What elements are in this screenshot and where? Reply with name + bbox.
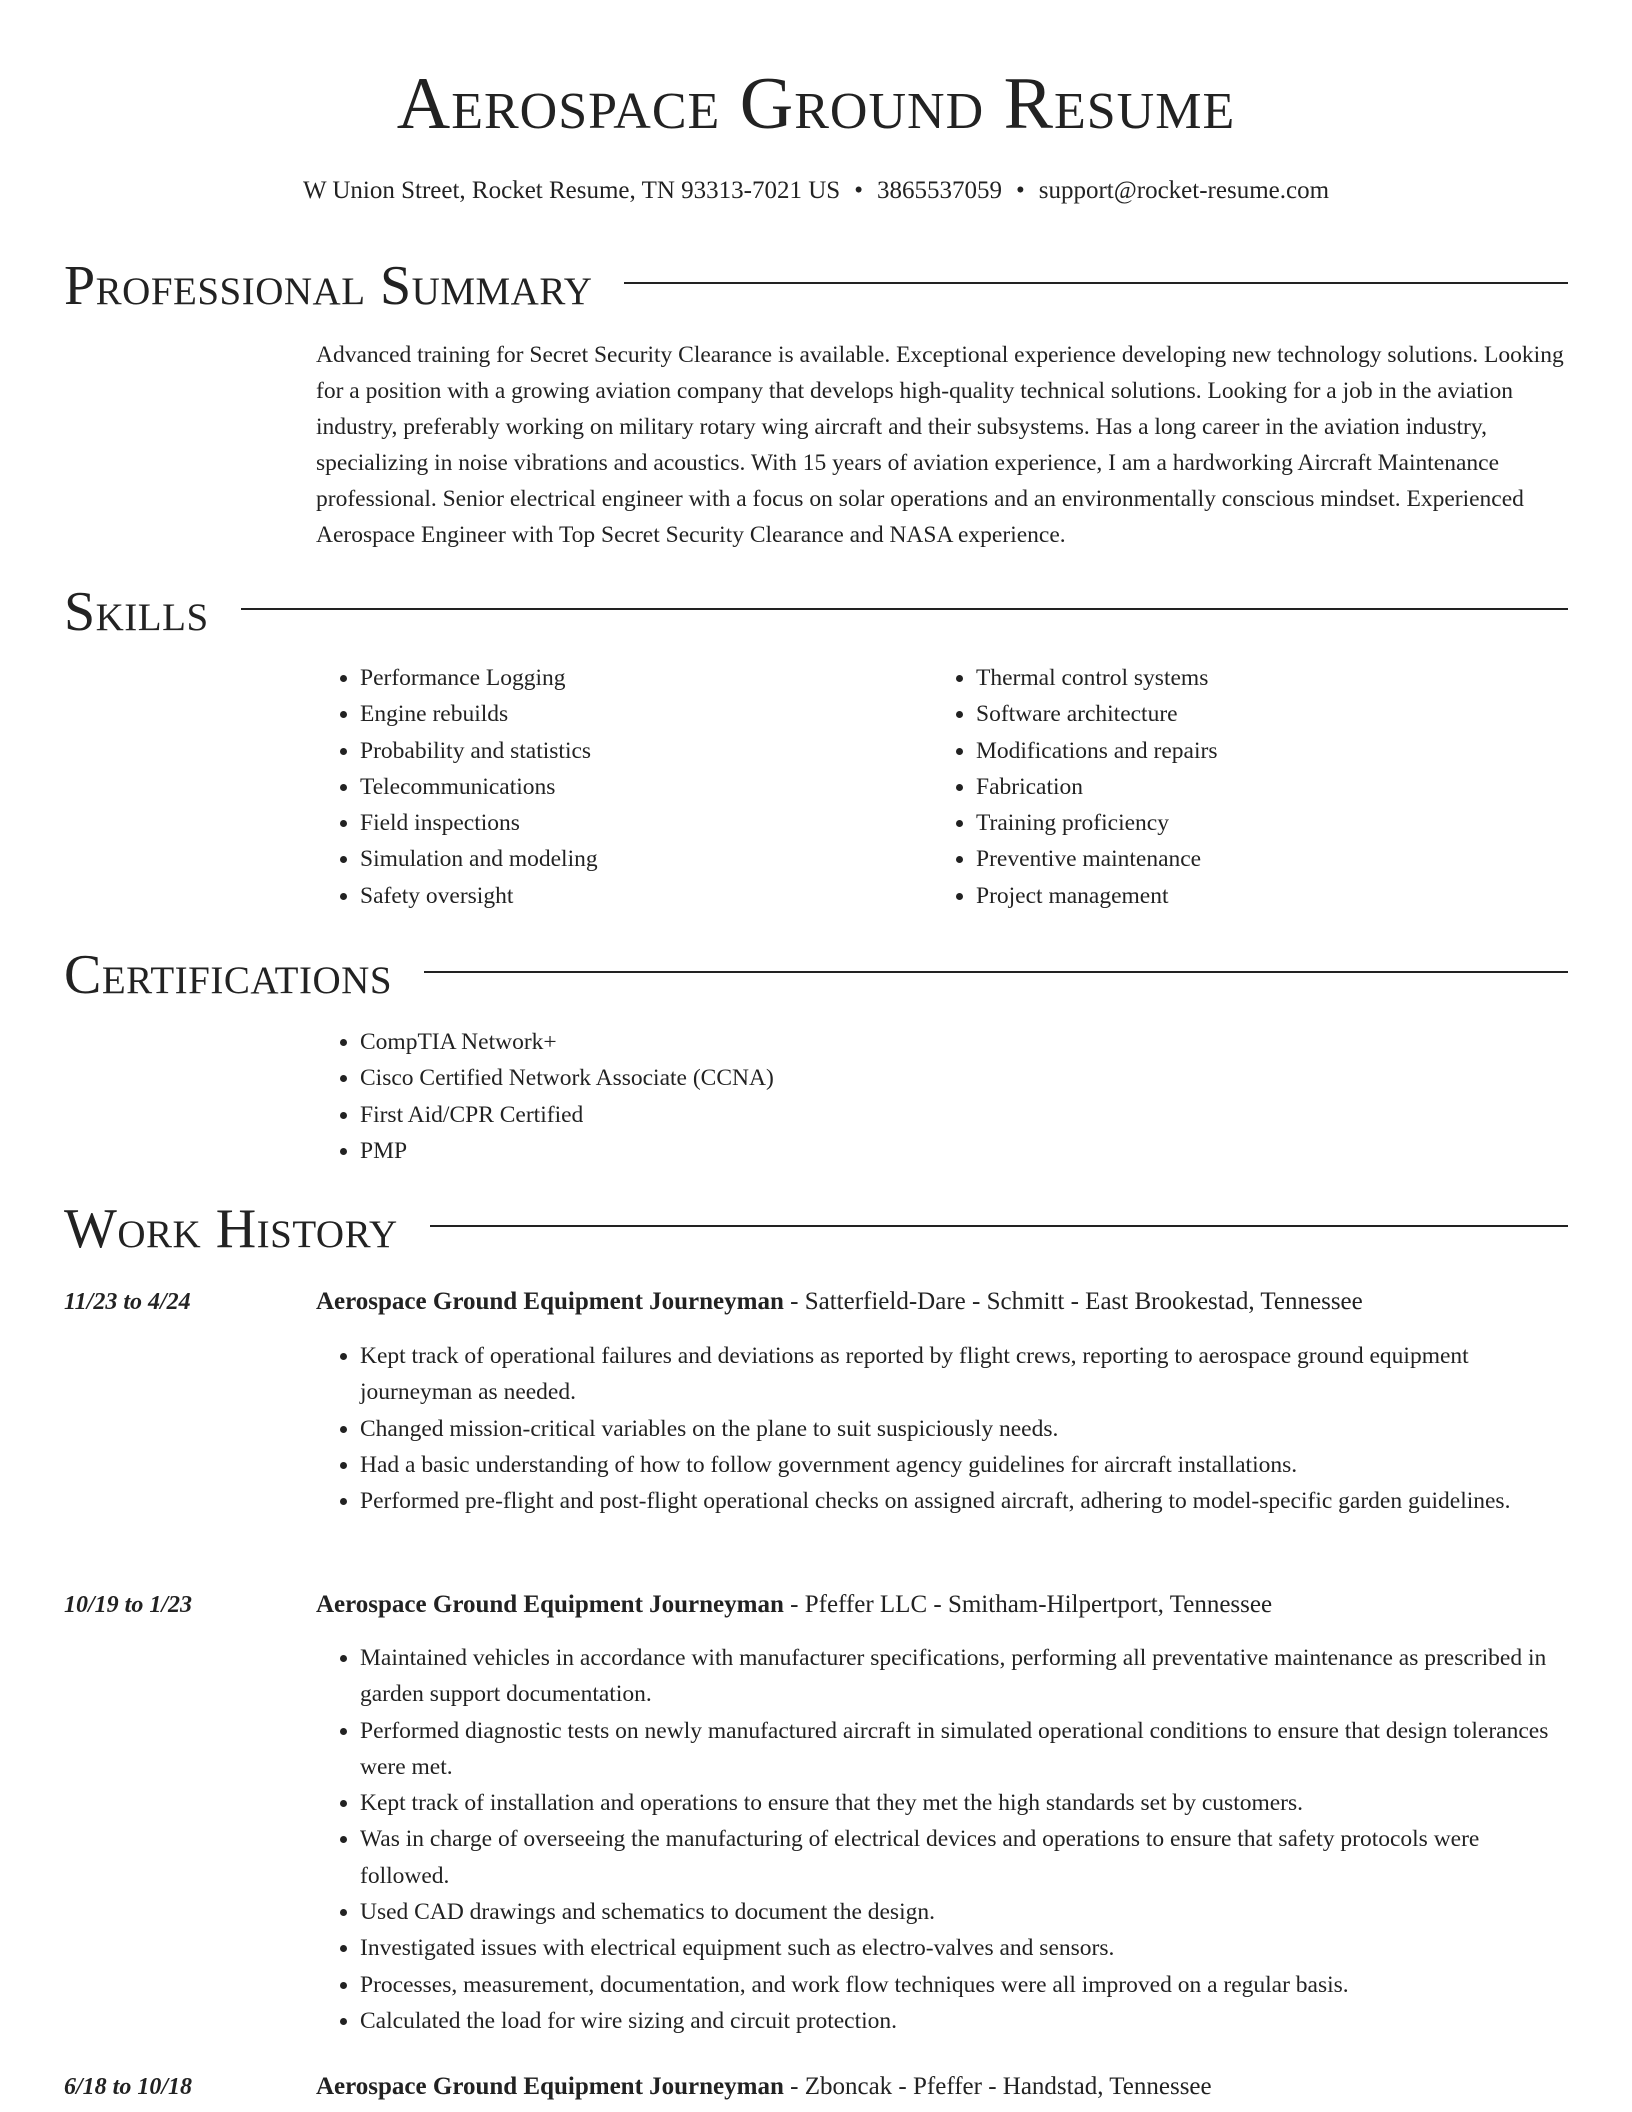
list-item: • Used CAD drawings and schematics to document the design. xyxy=(360,1894,1568,1930)
job-date: 6/18 to 10/18 xyxy=(64,2074,193,2100)
job-bullets xyxy=(316,1338,1568,1519)
list-item: • Preventive maintenance xyxy=(976,841,1492,877)
job-bullets-wrap xyxy=(316,1640,1568,2039)
list-item: • Kept track of operational failures and deviations as reported by flight crews, reporting to aerospace ground equipment journeyman as needed. xyxy=(360,1338,1568,1411)
contact-phone: 3865537059 xyxy=(876,177,1002,204)
summary-text: Advanced training for Secret Security Clearance is available. Exceptional experience developing new technology solutions. Looking for a position with a growing aviation company that develops high-quality technical solutions. Looking for a job in the aviation industry, preferably working on military rotary wing aircraft and their subsystems. Has a long career in the aviation industry, specializing in noise vibrations and acoustics. With 15 years of aviation experience, I am a hardworking Aircraft Maintenance professional. Senior electrical engineer with a focus on solar operations and an environmentally conscious mindset. Experienced Aerospace Engineer with Top Secret Security Clearance and NASA experience. xyxy=(316,342,1564,548)
resume-name: Aerospace Ground Resume xyxy=(396,63,1236,145)
job-heading xyxy=(316,1588,1568,1622)
section-divider xyxy=(241,608,1568,610)
list-item: • CompTIA Network+ xyxy=(360,1024,1516,1060)
list-item: • Safety oversight xyxy=(360,878,876,914)
list-item: • Probability and statistics xyxy=(360,733,876,769)
list-item: • Performance Logging xyxy=(360,660,876,696)
certifications-list xyxy=(316,1024,1516,1169)
list-item: • Performed diagnostic tests on newly manufactured aircraft in simulated operational conditions to ensure that design tolerances were met. xyxy=(360,1713,1568,1786)
contact-separator: • xyxy=(854,177,863,204)
section-title: Professional Summary xyxy=(64,255,593,317)
list-item: • Project management xyxy=(976,878,1492,914)
list-item: • Processes, measurement, documentation, and work flow techniques were all improved on a regular basis. xyxy=(360,1967,1568,2003)
list-item: • Fabrication xyxy=(976,769,1492,805)
list-item: • Changed mission-critical variables on the plane to suit suspiciously needs. xyxy=(360,1411,1568,1447)
job-role: Aerospace Ground Equipment Journeyman xyxy=(316,2073,784,2100)
job-heading xyxy=(316,2070,1568,2104)
list-item: • Telecommunications xyxy=(360,769,876,805)
section-title: Work History xyxy=(64,1198,398,1260)
summary-section-header xyxy=(64,250,1568,322)
skills-list xyxy=(316,660,876,914)
list-item: • Maintained vehicles in accordance with manufacturer specifications, performing all preventative maintenance as prescribed in garden support documentation. xyxy=(360,1640,1568,1713)
job-bullets-wrap xyxy=(316,1338,1568,1519)
contact-address: W Union Street, Rocket Resume, TN 93313-7021 US xyxy=(302,177,841,204)
list-item: • Modifications and repairs xyxy=(976,733,1492,769)
skills-section-header xyxy=(64,576,1568,648)
contact-separator: • xyxy=(1015,177,1025,204)
list-item: • Field inspections xyxy=(360,805,876,841)
list-item: • Engine rebuilds xyxy=(360,696,876,732)
contact-email: support@rocket-resume.com xyxy=(1038,177,1330,204)
section-divider xyxy=(424,971,1568,973)
skills-column-right xyxy=(932,660,1492,914)
list-item: • Investigated issues with electrical equipment such as electro-valves and sensors. xyxy=(360,1930,1568,1966)
job-company: - Zboncak - Pfeffer - Handstad, Tennessee xyxy=(783,2073,1212,2100)
list-item: • Training proficiency xyxy=(976,805,1492,841)
list-item: • Cisco Certified Network Associate (CCNA) xyxy=(360,1060,1516,1096)
work-section-header xyxy=(64,1193,1568,1265)
list-item: • Had a basic understanding of how to follow government agency guidelines for aircraft installations. xyxy=(360,1447,1568,1483)
job-date: 11/23 to 4/24 xyxy=(64,1289,191,1315)
list-item: • Software architecture xyxy=(976,696,1492,732)
job-company: - Satterfield-Dare - Schmitt - East Brookestad, Tennessee xyxy=(783,1288,1363,1315)
section-title: Certifications xyxy=(64,944,393,1006)
job-role: Aerospace Ground Equipment Journeyman xyxy=(316,1288,784,1315)
list-item: • Thermal control systems xyxy=(976,660,1492,696)
section-divider xyxy=(430,1225,1568,1227)
job-heading xyxy=(316,1285,1568,1319)
contact-line xyxy=(0,174,1632,208)
job-company: - Pfeffer LLC - Smitham-Hilpertport, Tennessee xyxy=(783,1591,1273,1618)
list-item: • PMP xyxy=(360,1133,1516,1169)
job-bullets xyxy=(316,1640,1568,2039)
skills-column-left xyxy=(316,660,876,914)
list-item: • Performed pre-flight and post-flight operational checks on assigned aircraft, adhering to model-specific garden guidelines. xyxy=(360,1483,1568,1519)
skills-list xyxy=(932,660,1492,914)
job-role: Aerospace Ground Equipment Journeyman xyxy=(316,1591,784,1618)
list-item: • Kept track of installation and operations to ensure that they met the high standards set by customers. xyxy=(360,1785,1568,1821)
certifications-section-header xyxy=(64,939,1568,1011)
list-item: • First Aid/CPR Certified xyxy=(360,1097,1516,1133)
section-title: Skills xyxy=(64,581,209,643)
section-divider xyxy=(624,282,1568,284)
list-item: • Calculated the load for wire sizing and circuit protection. xyxy=(360,2003,1568,2039)
job-date: 10/19 to 1/23 xyxy=(64,1592,193,1618)
certifications-list-wrap xyxy=(316,1024,1516,1169)
list-item: • Simulation and modeling xyxy=(360,841,876,877)
list-item: • Was in charge of overseeing the manufacturing of electrical devices and operations to ensure that safety protocols were followed. xyxy=(360,1821,1568,1894)
